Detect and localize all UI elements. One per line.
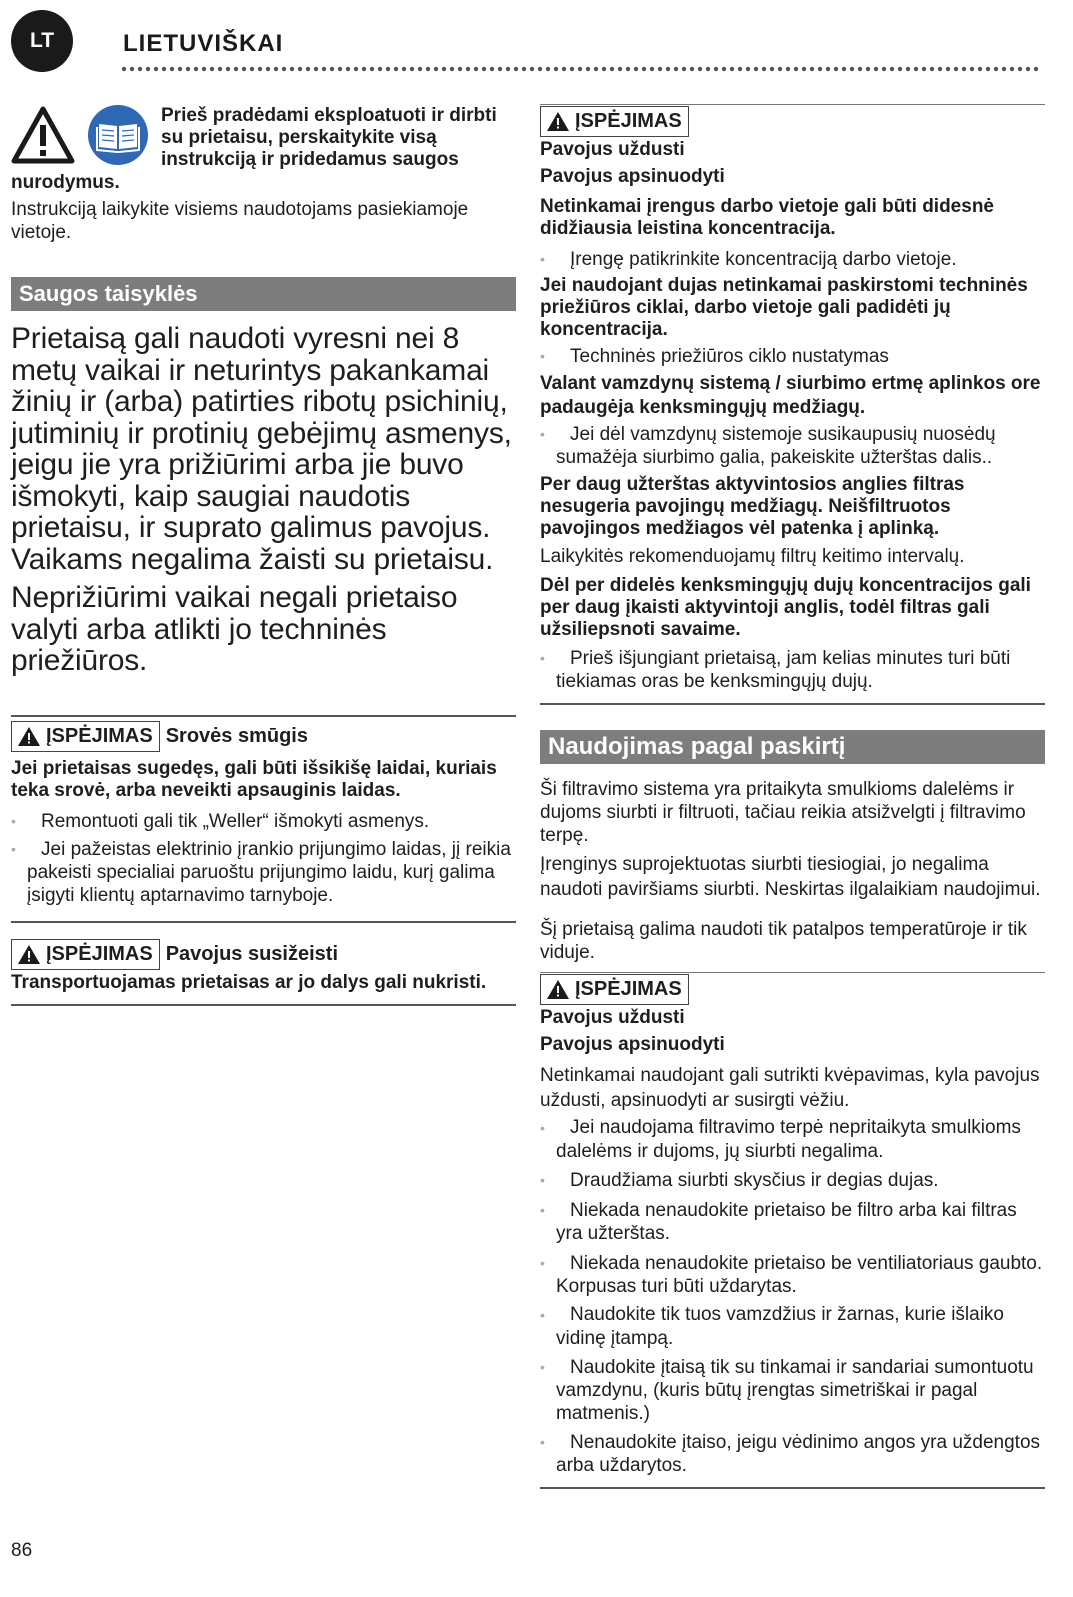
divider (11, 715, 516, 717)
hazard-poisoning: Pavojus apsinuodyti (540, 1034, 725, 1055)
warning-text: Jei naudojant dujas netinkamai paskirstomi techninės priežiūros ciklai, darbo vietoje gali padidėti jų koncentracija. (540, 275, 1028, 340)
warning-header-suffocation (540, 106, 1045, 137)
warning-header-electric (11, 721, 516, 752)
list-item: • Niekada nenaudokite prietaiso be filtro arba kai filtras yra užterštas. (540, 1200, 1017, 1244)
divider (540, 1487, 1045, 1489)
usage-paragraph-3: Šį prietaisą galima naudoti tik patalpos temperatūroje ir tik viduje. (540, 919, 1027, 963)
list-item: • Naudokite tik tuos vamzdžius ir žarnas, kurie išlaiko vidinę įtampą. (540, 1304, 1005, 1349)
list-item: • Įrengę patikrinkite koncentraciją darbo vietoje. (540, 249, 957, 270)
hazard-poisoning: Pavojus apsinuodyti (540, 166, 725, 187)
language-code: LT (29, 29, 55, 52)
warning-text: Transportuojamas prietaisas ar jo dalys gali nukristi. (11, 971, 487, 993)
warning-text: Jei prietaisas sugedęs, gali būti išsikišę laidai, kuriais teka srovė, arba neveikti apsauginis laidas. (11, 757, 497, 801)
section-title-usage: Naudojimas pagal paskirtį (540, 730, 1045, 764)
warning-type: Srovės smūgis (165, 724, 308, 747)
list-item: • Jei naudojama filtravimo terpė nepritaikyta smulkioms dalelėms ir dujoms, jų siurbti negalima. (540, 1117, 1021, 1162)
warning-label-box (540, 106, 689, 137)
intro-instruction-tail: nurodymus. (11, 172, 120, 193)
warning-text: Valant vamzdynų sistemą / siurbimo ertmę aplinkos ore padaugėja kenksmingųjų medžiagų. (540, 373, 1041, 418)
warning-type: Pavojus susižeisti (165, 942, 338, 965)
warning-icon (547, 112, 569, 131)
intro-note: Instrukciją laikykite visiems naudotojams pasiekiamoje vietoje. (11, 199, 469, 243)
list-item: • Niekada nenaudokite prietaiso be ventiliatoriaus gaubto. Korpusas turi būti uždarytas. (540, 1253, 1043, 1297)
list-item: • Techninės priežiūros ciklo nustatymas (540, 346, 889, 367)
right-column (540, 104, 1045, 1489)
warning-label: ĮSPĖJIMAS (575, 978, 682, 1000)
warning-label: ĮSPĖJIMAS (46, 942, 153, 965)
warning-text: Per daug užterštas aktyvintosios anglies filtras nesugeria pavojingų medžiagų. Neišfiltruotos pavojingos medžiagos vėl patenka į aplinką. (540, 474, 965, 539)
left-column (11, 104, 516, 1006)
list-item: • Nenaudokite įtaiso, jeigu vėdinimo angos yra uždengtos arba uždarytos. (540, 1432, 1041, 1476)
list-item: • Jei pažeistas elektrinio įrankio prijungimo laidas, jį reikia pakeisti specialiai paruoštu prijungimo laidu, kurį galima įsigyti klientų aptarnavimo tarnyboje. (11, 838, 511, 906)
warning-label-box (11, 721, 160, 752)
language-badge (11, 10, 73, 72)
divider (540, 104, 1045, 105)
warning-icon (18, 945, 40, 964)
warning-icon (18, 727, 40, 746)
divider (11, 921, 516, 923)
divider (11, 1004, 516, 1006)
warning-label-box (11, 939, 160, 970)
usage-paragraph-1: Ši filtravimo sistema yra pritaikyta smulkioms dalelėms ir dujoms siurbti ir filtruoti, tačiau reikia atsižvelgti į filtravimo terpę. (540, 779, 1026, 846)
section-title-safety: Saugos taisyklės (11, 277, 516, 311)
safety-paragraph-2: Neprižiūrimi vaikai negali prietaiso valyti arba atlikti jo techninės priežiūros. (11, 581, 458, 677)
list-item: • Naudokite įtaisą tik su tinkamai ir sandariai sumontuotu vamzdynu, (kuris būtų įrengtas simetriškai ir pagal matmenis.) (540, 1357, 1034, 1424)
hazard-suffocation: Pavojus uždusti (540, 139, 685, 160)
list-item: • Jei dėl vamzdynų sistemoje susikaupusių nuosėdų sumažėja siurbimo galia, pakeiskite užterštas dalis.. (540, 424, 996, 468)
warning-triangle-icon (11, 106, 75, 164)
warning-text: Netinkamai įrengus darbo vietoje gali būti didesnė didžiausia leistina koncentracija. (540, 196, 994, 239)
intro-block (11, 104, 516, 192)
warning-label: ĮSPĖJIMAS (575, 110, 682, 132)
warning-label-box (540, 974, 689, 1005)
intro-instruction: Prieš pradėdami eksploatuoti ir dirbti su prietaisu, perskaitykite visą instrukciją ir pridedamus saugos (161, 105, 497, 170)
list-item: • Draudžiama siurbti skysčius ir degias dujas. (540, 1170, 939, 1191)
list-item: • Remontuoti gali tik „Weller“ išmokyti asmenys. (11, 810, 430, 832)
warning-text: Netinkamai naudojant gali sutrikti kvėpavimas, kyla pavojus uždusti, apsinuodyti ar susirgti vėžiu. (540, 1065, 1040, 1111)
page-number: 86 (11, 1540, 33, 1561)
manual-book-icon (87, 104, 149, 166)
warning-header-injury (11, 939, 516, 970)
usage-paragraph-2: Įrenginys suprojektuotas siurbti tiesiogiai, jo negalima naudoti paviršiams siurbti. Neskirtas ilgalaikiam naudojimui. (540, 854, 1041, 900)
list-item: • Prieš išjungiant prietaisą, jam kelias minutes turi būti tiekiamas oras be kenksmingųjų dujų. (540, 648, 1011, 692)
warning-text: Dėl per didelės kenksmingųjų dujų koncentracijos gali per daug įkaisti aktyvintoji anglis, todėl filtras gali užsiliepsnoti savaime. (540, 575, 1031, 640)
warning-icon (547, 980, 569, 999)
hazard-suffocation: Pavojus uždusti (540, 1007, 685, 1028)
warning-header-suffocation-2 (540, 974, 1045, 1005)
dotted-divider (120, 65, 1040, 73)
filter-interval-note: Laikykitės rekomenduojamų filtrų keitimo intervalų. (540, 546, 965, 567)
divider (540, 703, 1045, 705)
divider (540, 972, 1045, 973)
page-title: LIETUVIŠKAI (123, 30, 284, 57)
safety-paragraph-1: Prietaisą gali naudoti vyresni nei 8 metų vaikai ir neturintys pakankamai žinių ir (arba) patirties ribotų psichinių, jutiminių ir protinių gebėjimų asmenys, jeigu jie yra prižiūrimi arba jie buvo išmokyti, kaip saugiai naudotis prietaisu, ir suprato galimus pavojus. Vaikams negalima žaisti su prietaisu. (11, 322, 512, 576)
warning-label: ĮSPĖJIMAS (46, 724, 153, 747)
